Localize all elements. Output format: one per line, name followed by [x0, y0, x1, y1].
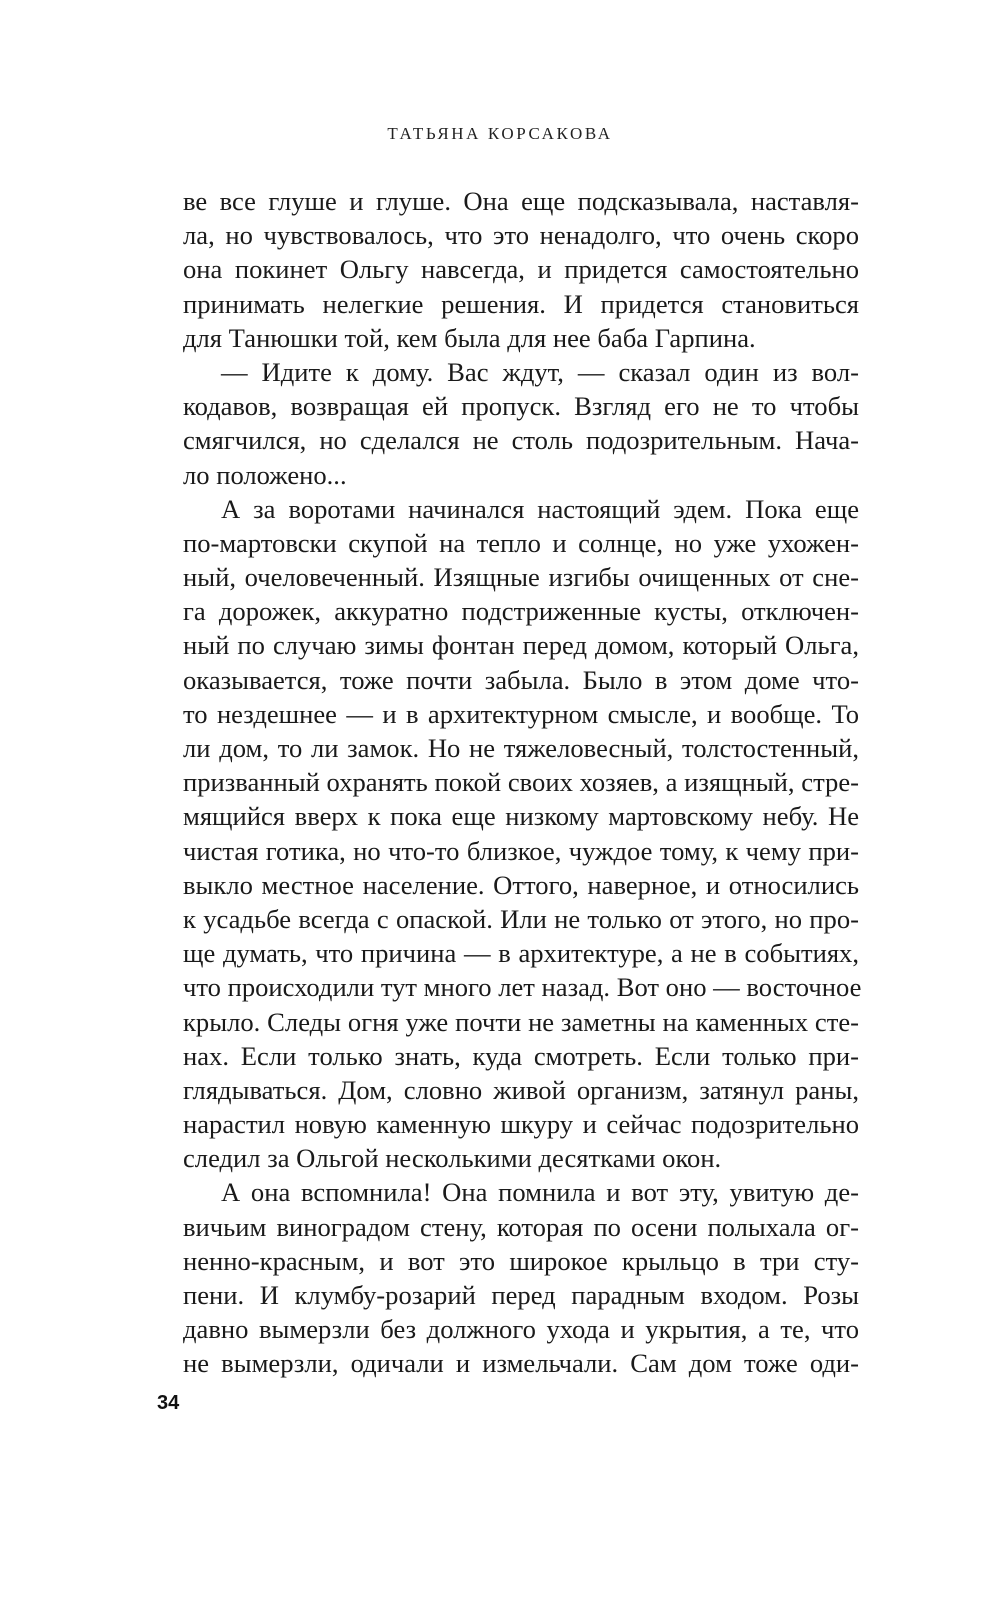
text-line: ве все глуше и глуше. Она еще подсказывала, наставля- [183, 186, 859, 216]
text-line: принимать нелегкие решения. И придется становиться [183, 288, 859, 319]
text-line: ный по случаю зимы фонтан перед домом, который Ольга, [183, 630, 859, 661]
text-line: не вымерзли, одичали и измельчали. Сам дом тоже оди- [183, 1348, 859, 1379]
text-line: нах. Если только знать, куда смотреть. Если только при- [183, 1040, 859, 1071]
text-line: смягчился, но сделался не столь подозрительным. Нача- [183, 425, 859, 456]
body-text [183, 184, 862, 1381]
text-line: кодавов, возвращая ей пропуск. Взгляд его не то чтобы [183, 391, 859, 422]
text-line: нарастил новую каменную шкуру и сейчас подозрительно [183, 1109, 859, 1140]
text-line: призванный охранять покой своих хозяев, а изящный, стре- [183, 767, 859, 798]
text-line: что происходили тут много лет назад. Вот оно — восточное [183, 972, 862, 1003]
text-line: ненно-красным, и вот это широкое крыльцо в три сту- [183, 1245, 859, 1276]
text-line: выкло местное население. Оттого, наверное, и относились [183, 869, 859, 900]
text-line: пени. И клумбу-розарий перед парадным входом. Розы [183, 1280, 859, 1310]
text-line: то нездешнее — и в архитектурном смысле, и вообще. То [183, 698, 859, 729]
text-line: вичьим виноградом стену, которая по осени полыхала ог- [183, 1211, 859, 1242]
text-line: следил за Ольгой несколькими десятками окон. [183, 1143, 722, 1174]
text-line: ный, очеловеченный. Изящные изгибы очищенных от сне- [183, 562, 859, 593]
text-line: ли дом, то ли замок. Но не тяжеловесный, толстостенный, [183, 733, 859, 763]
text-line: чистая готика, но что-то близкое, чуждое тому, к чему при- [183, 835, 859, 866]
text-line: давно вымерзли без должного ухода и укрытия, а те, что [183, 1314, 859, 1345]
text-line: ще думать, что причина — в архитектуре, а не в событиях, [183, 938, 859, 969]
text-line: га дорожек, аккуратно подстриженные кусты, отключен- [183, 596, 859, 627]
text-line: мящийся вверх к пока еще низкому мартовскому небу. Не [183, 801, 859, 832]
text-line: оказывается, тоже почти забыла. Было в этом доме что- [183, 664, 859, 695]
text-line: ло положено... [183, 459, 347, 490]
text-line: к усадьбе всегда с опаской. Или не только от этого, но про- [183, 903, 859, 934]
page-number: 34 [157, 1392, 180, 1414]
text-line: крыло. Следы огня уже почти не заметны на каменных сте- [183, 1006, 859, 1037]
text-line: для Танюшки той, кем была для нее баба Гарпина. [183, 322, 756, 353]
text-line: — Идите к дому. Вас ждут, — сказал один из вол- [221, 356, 859, 387]
text-line: глядываться. Дом, словно живой организм, затянул раны, [183, 1074, 859, 1105]
text-line: ла, но чувствовалось, что это ненадолго, что очень скоро [183, 220, 859, 251]
text-line: по-мартовски скупой на тепло и солнце, но уже ухожен- [183, 527, 859, 558]
text-line: А она вспомнила! Она помнила и вот эту, увитую де- [221, 1177, 859, 1208]
text-line: она покинет Ольгу навсегда, и придется самостоятельно [183, 254, 859, 285]
text-line: А за воротами начинался настоящий эдем. Пока еще [221, 493, 859, 524]
running-header: ТАТЬЯНА КОРСАКОВА [387, 124, 613, 143]
